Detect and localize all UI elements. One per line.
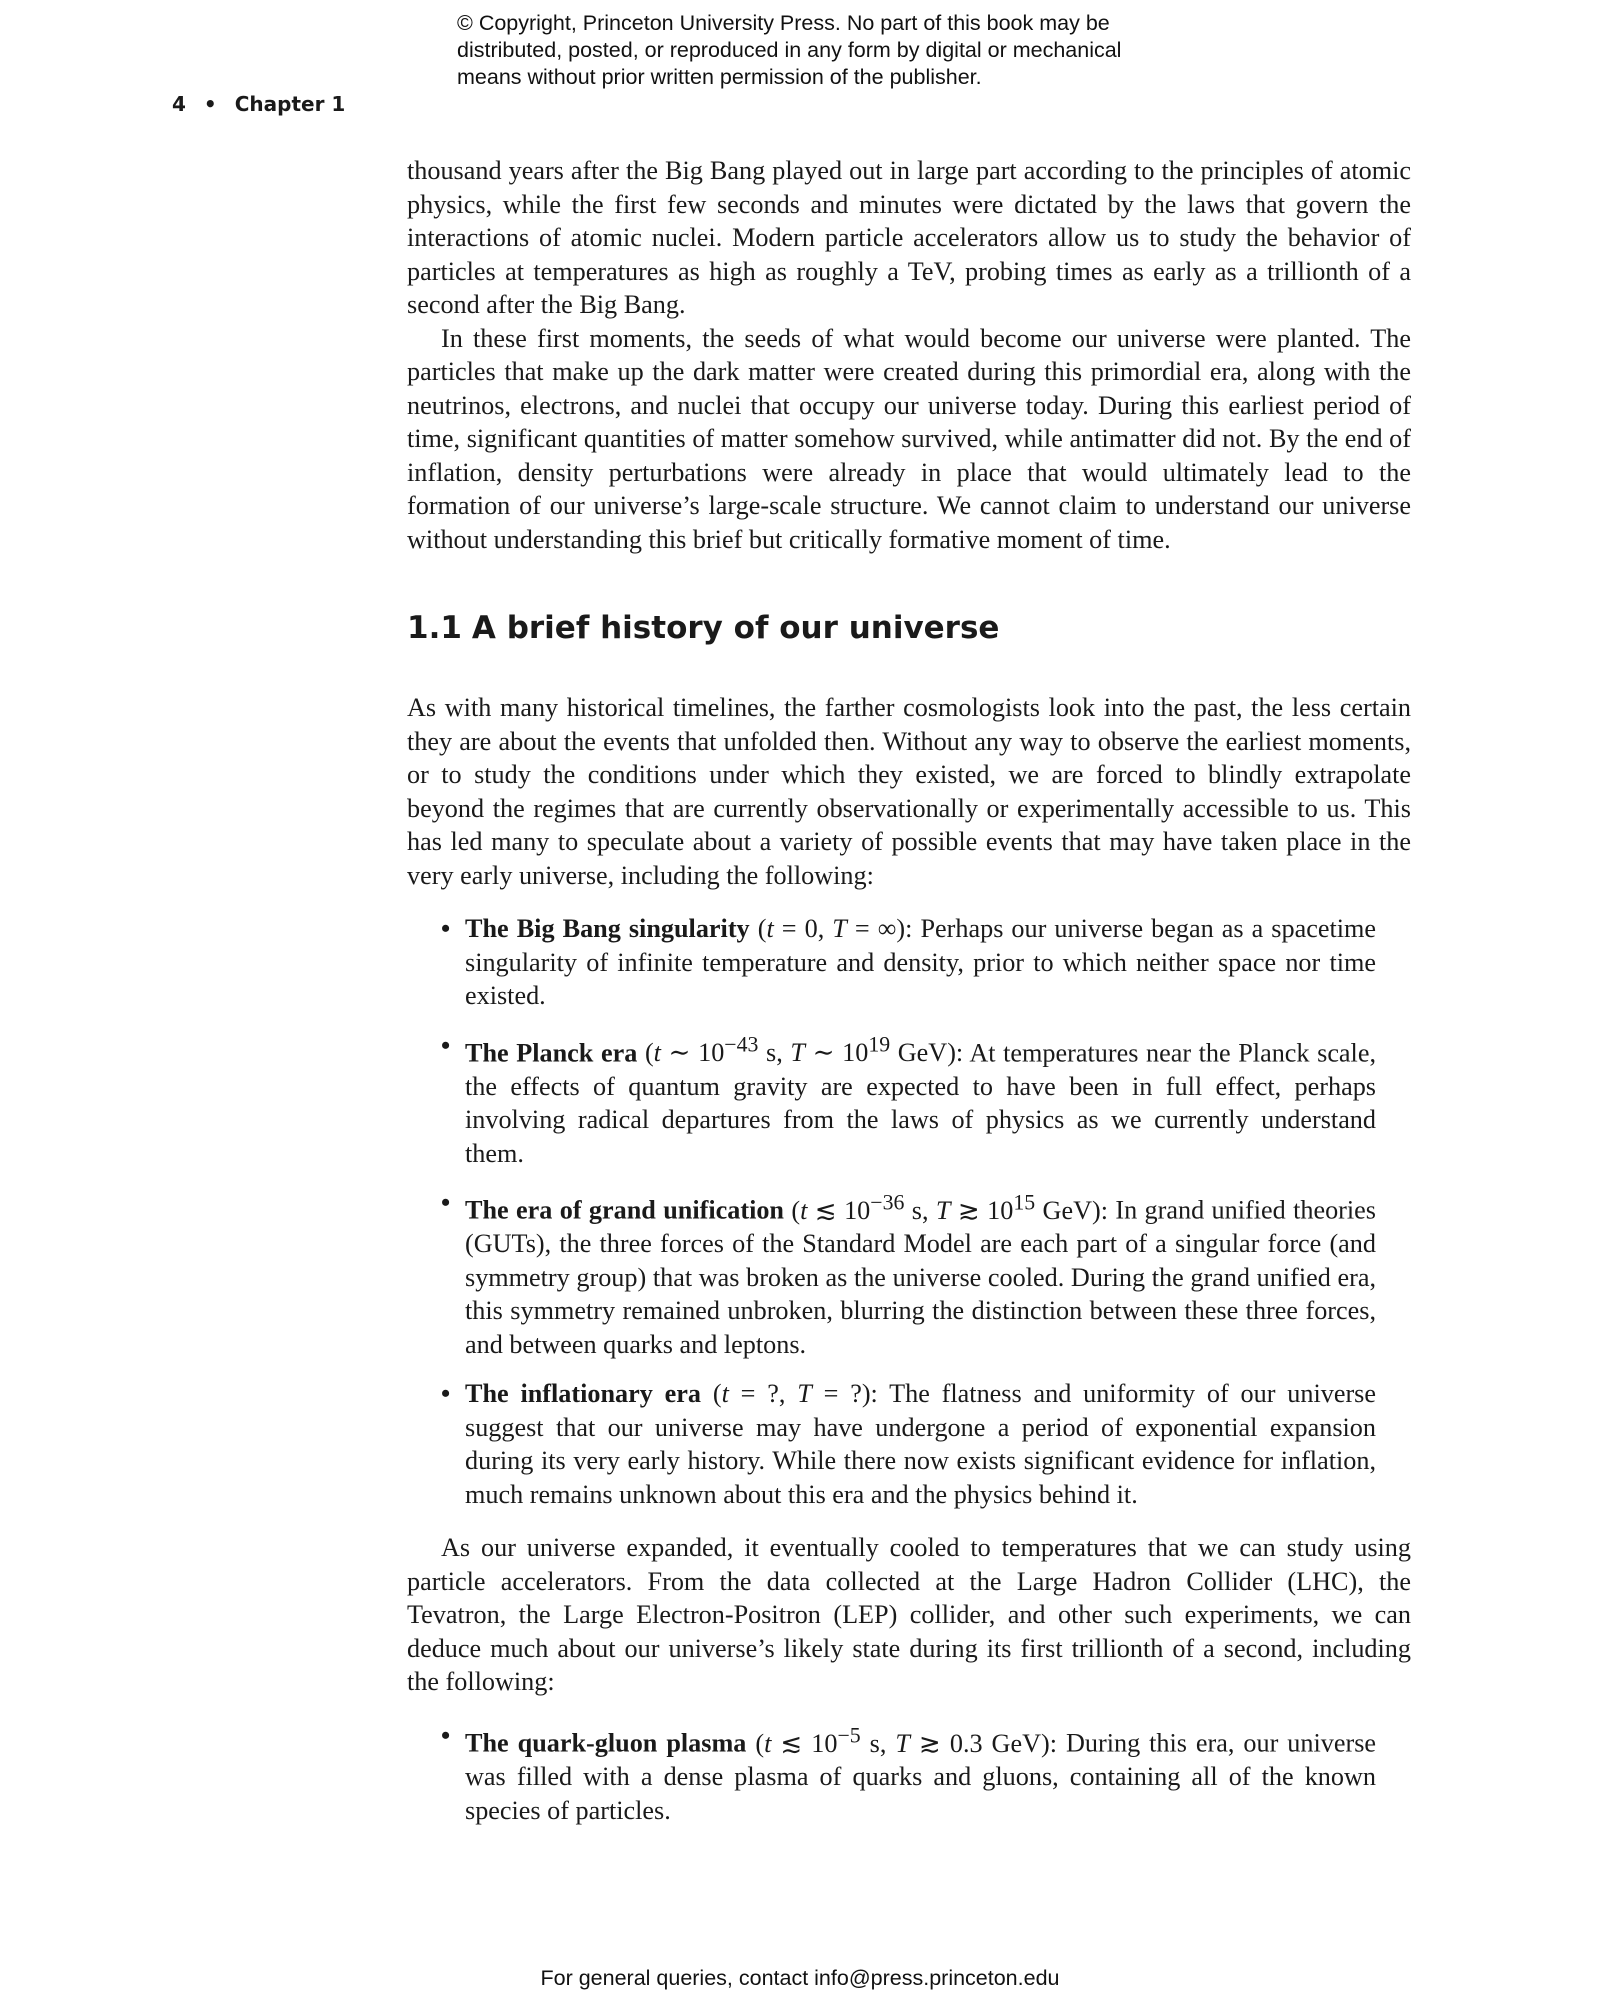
page-number: 4 — [172, 92, 186, 116]
intro-paragraph: thousand years after the Big Bang played out in large part according to the principles of atomic physics, while the first few seconds and minutes were dictated by the laws that govern the interactions of atomic nuclei. Modern particle accelerators allow us to study the behavior of particles at temperatures as high as roughly a TeV, probing times as early as a trillionth of a second after the Big Bang. — [407, 156, 1411, 319]
era-list-item — [465, 1186, 1376, 1361]
chapter-label: Chapter 1 — [234, 92, 346, 116]
era-description: During this era, our universe was filled with a dense plasma of quarks and gluons, containing all of the known species of particles. — [465, 1728, 1377, 1825]
section-paragraph: As our universe expanded, it eventually cooled to temperatures that we can study using particle accelerators. From the data collected at the Large Hadron Collider (LHC), the Tevatron, the Large Electron-Positron (LEP) collider, and other such experiments, we can deduce much about our universe’s likely state during its first trillionth of a second, including the following: — [407, 1533, 1411, 1697]
era-list-item — [465, 1029, 1376, 1171]
era-term: The quark-gluon plasma — [465, 1728, 747, 1758]
era-condition: (t ∼ $10^{-43}$ s, T ∼ $10^{19}$ GeV): — [644, 1032, 964, 1068]
era-condition: (t = 0, T = ∞): — [757, 914, 913, 943]
copyright-line: © Copyright, Princeton University Press. No part of this book may be — [457, 11, 1110, 35]
section-paragraph: As with many historical timelines, the farther cosmologists look into the past, the less certain they are about the events that unfolded then. Without any way to observe the earliest moments, or to study the conditions under which they existed, we are forced to blindly extrapolate beyond the regimes that are currently observationally or experimentally accessible to us. This has led many to speculate about a variety of possible events that may have taken place in the very early universe, including the following: — [407, 693, 1411, 890]
era-term: The era of grand unification — [465, 1195, 784, 1225]
early-universe-era-list — [407, 912, 1411, 1511]
era-description: In grand unified theories (GUTs), the three forces of the Standard Model are each part of a singular force (and symmetry group) that was broken as the universe cooled. During the grand unified era, this symmetry remained unbroken, blurring the distinction between these three forces, and between quarks and leptons. — [465, 1195, 1376, 1359]
accelerator-era-list — [407, 1719, 1411, 1827]
era-condition: (t ≲ $10^{-36}$ s, T ≳ $10^{15}$ GeV): — [791, 1190, 1108, 1225]
era-term: The Big Bang singularity — [465, 914, 750, 943]
era-list-item — [465, 1377, 1376, 1511]
section-number: 1.1 — [407, 610, 462, 646]
copyright-notice — [457, 10, 1177, 91]
era-term: The Planck era — [465, 1038, 638, 1068]
era-description: The flatness and uniformity of our universe suggest that our universe may have undergone a period of exponential expansion during its very early history. While there now exists significant evidence for inflation, much remains unknown about this era and the physics behind it. — [465, 1379, 1376, 1509]
era-term: The inflationary era — [465, 1379, 702, 1409]
copyright-line: distributed, posted, or reproduced in any form by digital or mechanical — [457, 38, 1122, 62]
section-title: A brief history of our universe — [471, 610, 1000, 646]
era-condition: (t = ?, T = ?): — [712, 1379, 878, 1409]
intro-paragraph: In these first moments, the seeds of what would become our universe were planted. The particles that make up the dark matter were created during this primordial era, along with the neutrinos, electrons, and nuclei that occupy our universe today. During this earliest period of time, significant quantities of matter somehow survived, while antimatter did not. By the end of inflation, density perturbations were already in place that would ultimately lead to the formation of our universe’s large-scale structure. We cannot claim to understand our universe without understanding this brief but critically formative moment of time. — [407, 323, 1411, 554]
era-list-item — [465, 1719, 1376, 1827]
copyright-line: means without prior written permission of the publisher. — [457, 65, 982, 89]
footer-contact: For general queries, contact info@press.princeton.edu — [540, 1966, 1060, 1990]
section-heading — [407, 608, 1411, 648]
running-head-separator: • — [203, 92, 217, 116]
era-description: At temperatures near the Planck scale, the effects of quantum gravity are expected to have been in full effect, perhaps involving radical departures from the laws of physics as we currently understand them. — [465, 1038, 1377, 1168]
era-list-item — [465, 912, 1376, 1013]
era-description: Perhaps our universe began as a spacetime singularity of infinite temperature and density, prior to which neither space nor time existed. — [465, 914, 1376, 1010]
page-body — [407, 154, 1411, 1847]
running-head — [172, 92, 345, 116]
era-condition: (t ≲ $10^{-5}$ s, T ≳ 0.3 GeV): — [755, 1722, 1057, 1758]
